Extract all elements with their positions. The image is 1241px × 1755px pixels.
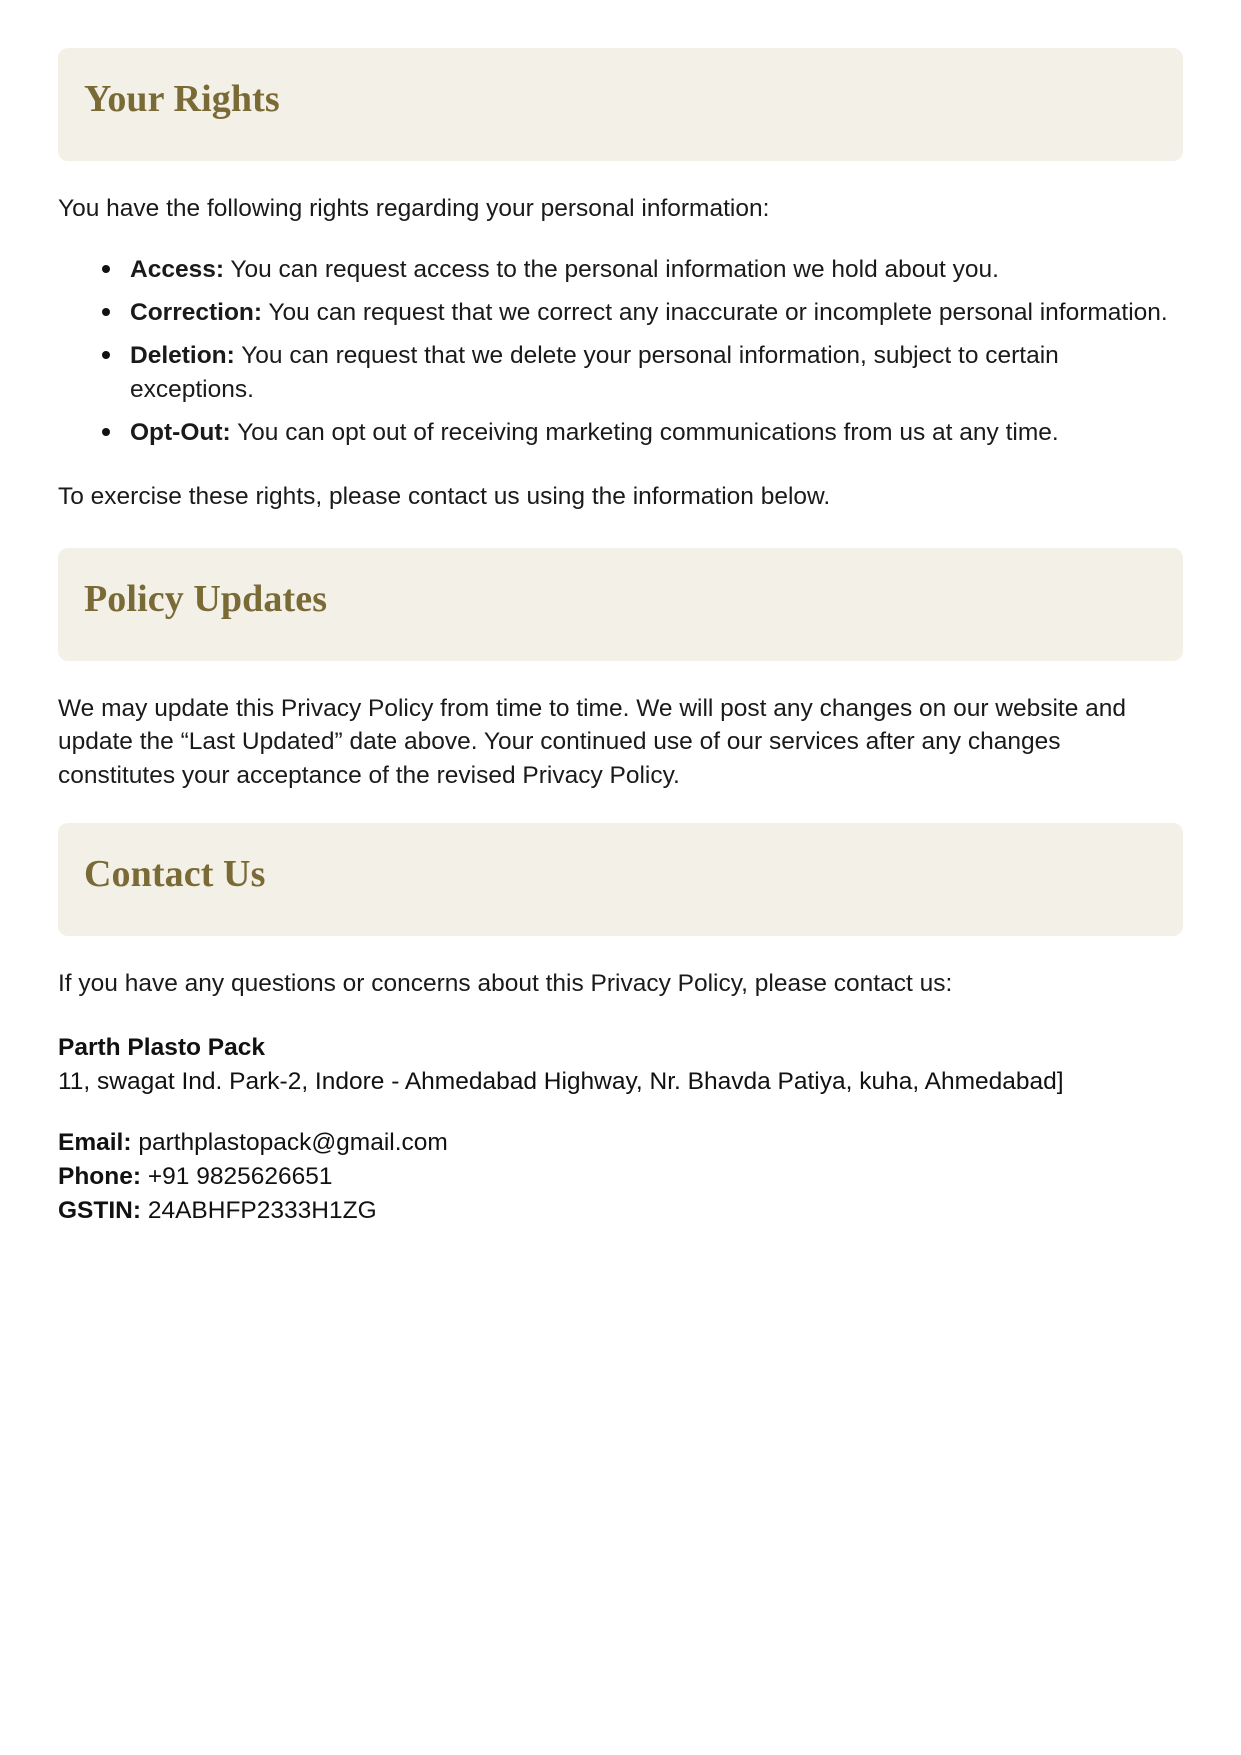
list-item-text: You can request that we correct any inaccurate or incomplete personal information.: [268, 299, 1168, 327]
section-spacer: [58, 514, 1183, 548]
contact-gstin-value: 24ABHFP2333H1ZG: [147, 1196, 377, 1224]
list-item-lead: Access:: [130, 256, 224, 284]
bullet-icon: [102, 428, 110, 436]
policy-updates-paragraph: We may update this Privacy Policy from time to time. We will post any changes on our website and update the “Last Updated” date above. Your continued use of our services after any changes constitutes your acceptance of the revised Privacy Policy.: [58, 694, 1127, 790]
policy-updates-heading-banner: [58, 548, 1183, 661]
contact-details-block: [58, 1031, 1183, 1227]
contact-us-intro-text: If you have any questions or concerns about this Privacy Policy, please contact us:: [58, 969, 953, 997]
contact-phone-line: [58, 1160, 1183, 1194]
list-item-lead: Deletion:: [130, 341, 235, 369]
section-your-rights: [58, 48, 1183, 514]
your-rights-heading-banner: [58, 48, 1183, 161]
list-item: [102, 253, 1183, 287]
list-item-lead: Opt-Out:: [130, 418, 231, 446]
contact-email-line: [58, 1126, 1183, 1160]
rights-list: [58, 253, 1183, 449]
contact-email-value[interactable]: parthplastopack@gmail.com: [138, 1129, 448, 1156]
bullet-icon: [102, 265, 110, 273]
bullet-icon: [102, 351, 110, 359]
company-address: 11, swagat Ind. Park-2, Indore - Ahmedabad Highway, Nr. Bhavda Patiya, kuha, Ahmedabad]: [58, 1068, 1064, 1096]
document-content: [58, 48, 1183, 1227]
section-spacer: [58, 793, 1183, 823]
contact-phone-label: Phone:: [58, 1162, 142, 1190]
your-rights-intro-text: You have the following rights regarding your personal information:: [58, 194, 770, 222]
section-policy-updates: [58, 548, 1183, 793]
policy-updates-heading: Policy Updates: [84, 578, 328, 621]
list-item-text: You can request access to the personal information we hold about you.: [230, 256, 999, 284]
list-item: [102, 339, 1183, 407]
list-item-lead: Correction:: [130, 299, 263, 327]
contact-gstin-label: GSTIN:: [58, 1196, 142, 1224]
section-contact-us: [58, 823, 1183, 1227]
list-item: [102, 416, 1183, 450]
contact-gstin-line: [58, 1194, 1183, 1228]
company-name: Parth Plasto Pack: [58, 1034, 265, 1062]
your-rights-heading: Your Rights: [84, 78, 280, 120]
bullet-icon: [102, 308, 110, 316]
contact-us-heading: Contact Us: [84, 853, 266, 896]
contact-email-label: Email:: [58, 1129, 132, 1156]
list-item: [102, 296, 1183, 330]
contact-detail-lines: [58, 1126, 1183, 1227]
contact-us-heading-banner: [58, 823, 1183, 936]
contact-phone-value[interactable]: +91 9825626651: [147, 1162, 333, 1190]
your-rights-outro-text: To exercise these rights, please contact us using the information below.: [58, 483, 831, 511]
list-item-text: You can opt out of receiving marketing communications from us at any time.: [237, 418, 1059, 446]
list-item-text: You can request that we delete your personal information, subject to certain exceptions.: [130, 341, 1059, 403]
